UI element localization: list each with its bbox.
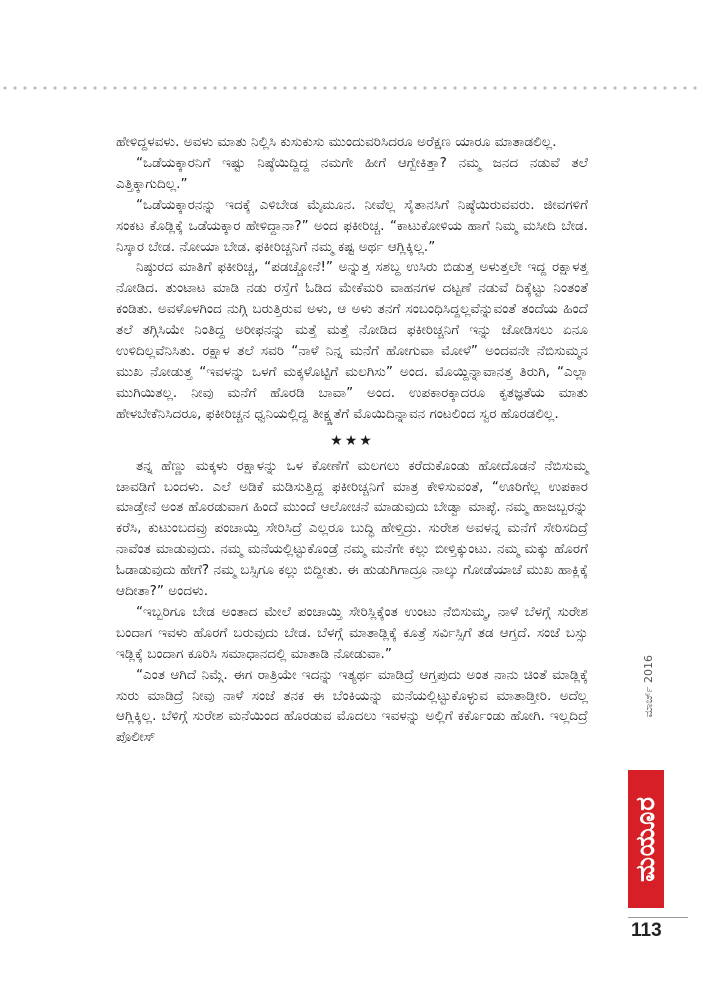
page-number: 113: [631, 920, 662, 941]
paragraph: “ಒಡೆಯಕ್ಕಾರನನ್ನು ಇದಕ್ಕೆ ಎಳಿಬೇಡ ಮೈಮೂನ. ನೀವೆಲ್ಲ ಸೈತಾನಸಿಗೆ ನಿಷ್ಠೆಯಿರುವವರು. ಜೀವಗಳಿಗೆ ಸಂಕಟ ಕೊಡ್ಲಿಕ್ಕೆ ಒಡೆಯಕ್ಕಾರ ಹೇಳಿದ್ದಾನಾ?” ಅಂದ ಫಕೀರಿಚ್ಚ. “ಕಾಟುಕೋಳಿಯ ಹಾಗೆ ನಿಮ್ಮ ಮಸೀದಿ ಬೇಡ. ನಿಸ್ಕಾರ ಬೇಡ. ನೋಯಾ ಬೇಡ. ಫಕೀರಿಚ್ಚನಿಗೆ ನಮ್ಮ ಕಷ್ಟ ಅರ್ಥ ಆಗ್ಲಿಕ್ಕಿಲ್ಲ.”: [116, 196, 588, 255]
page-number-rule: [628, 917, 688, 918]
issue-date: ಮಾರ್ಚ್ 2016: [642, 655, 655, 718]
top-dotted-border: [0, 84, 703, 92]
magazine-logo-text: ಮಯೂರ: [631, 796, 661, 882]
paragraph: “ಒಡೆಯಕ್ಕಾರನಿಗೆ ಇಷ್ಟು ನಿಷ್ಠೆಯಿದ್ದಿದ್ದ ನಮಗೇ ಹೀಗೆ ಆಗ್ಬೇಕಿತ್ತಾ? ನಮ್ಮ ಜನದ ನಡುವೆ ತಲೆ ಎತ್ತಿಕ್ಕಾಗುದಿಲ್ಲ.”: [116, 154, 588, 192]
paragraph: ತನ್ನ ಹೆಣ್ಣು ಮಕ್ಕಳು ರಕ್ಷಾಳನ್ನು ಒಳ ಕೋಣೆಗೆ ಮಲಗಲು ಕರೆದುಕೊಂಡು ಹೋದೊಡನೆ ನೆಬಿಸುಮ್ಮ ಚಾವಡಿಗೆ ಬಂದಳು. ಎಲೆ ಅಡಿಕೆ ಮಡಿಸುತ್ತಿದ್ದ ಫಕೀರಿಚ್ಚನಿಗೆ ಮಾತ್ರ ಕೇಳಿಸುವಂತೆ, “ಊರಿಗೆಲ್ಲ ಉಪಕಾರ ಮಾಡ್ತೇನೆ ಅಂತ ಹೊರಡುವಾಗ ಹಿಂದೆ ಮುಂದೆ ಆಲೋಚನೆ ಮಾಡುವುದು ಬೇಡ್ವಾ ಮಾಪ್ಳೆ. ನಮ್ಮ ಹಾಜಬ್ಬರನ್ನು ಕರೆಸಿ, ಕುಟುಂಬದವ್ರು ಪಂಚಾಯ್ತಿ ಸೇರಿಸಿದ್ರೆ ಎಲ್ಲರೂ ಬುದ್ಧಿ ಹೇಳ್ತಿದ್ರು. ಸುರೇಶ ಅವಳನ್ನ ಮನೆಗೆ ಸೇರಿಸದಿದ್ರೆ ನಾವೆಂತ ಮಾಡುವುದು. ನಮ್ಮ ಮನೆಯಲ್ಲಿಟ್ಟುಕೊಂಡ್ರೆ ನಮ್ಮ ಮನೆಗೇ ಕಲ್ಲು ಬೀಳ್ತಿಕ್ಕುಂಟು. ನಮ್ಮ ಮಕ್ಕು ಹೊರಗೆ ಓಡಾಡುವುದು ಹೇಗೆ? ನಮ್ಮ ಬಸ್ಸಿಗೂ ಕಲ್ಲು ಬಿದ್ದೀತು. ಈ ಹುಡುಗಿಗಾದ್ರೂ ನಾಲ್ಕು ಗೋಡೆಯಾಚೆ ಮುಖ ಹಾಕ್ಲಿಕ್ಕೆ ಆದೀತಾ?” ಅಂದಳು.: [116, 457, 588, 600]
paragraph: ನಿಷ್ಠುರದ ಮಾತಿಗೆ ಫಕೀರಿಚ್ಚ, “ಪಡಚ್ಚೋನೆ!” ಅನ್ನುತ್ತ ಸಶಬ್ದ ಉಸಿರು ಬಿಡುತ್ತ ಅಳುತ್ತಲೇ ಇದ್ದ ರಕ್ಷಾಳತ್ತ ನೋಡಿದ. ತುಂಟಾಟ ಮಾಡಿ ನಡು ರಸ್ತೆಗೆ ಓಡಿದ ಮೇಕೆಮರಿ ವಾಹನಗಳ ದಟ್ಟಣೆ ನಡುವೆ ದಿಕ್ಕೆಟ್ಟು ನಿಂತಂತೆ ಕಂಡಿತು. ಅವಳೊಳಗಿಂದ ನುಗ್ಗಿ ಬರುತ್ತಿರುವ ಅಳು, ಆ ಅಳು ತನಗೆ ಸಂಬಂಧಿಸಿದ್ದಲ್ಲವೆನ್ನುವಂತೆ ತಂದೆಯ ಹಿಂದೆ ತಲೆ ತಗ್ಗಿಸಿಯೇ ನಿಂತಿದ್ದ ಅರೀಫನನ್ನು ಮತ್ತೆ ಮತ್ತೆ ನೋಡಿದ ಫಕೀರಿಚ್ಚನಿಗೆ ಇನ್ನು ಜೋಡಿಸಲು ಏನೂ ಉಳಿದಿಲ್ಲವೆನಿಸಿತು. ರಕ್ಷಾಳ ತಲೆ ಸವರಿ “ನಾಳೆ ನಿನ್ನ ಮನೆಗೆ ಹೋಗುವಾ ಮೋಳೆ” ಅಂದವನೇ ನೆಬಿಸುಮ್ಮನ ಮುಖ ನೋಡುತ್ತ “ಇವಳನ್ನು ಒಳಗೆ ಮಕ್ಕಳೊಟ್ಟಿಗೆ ಮಲಗಿಸು” ಅಂದ. ಮೊಯ್ದಿನ್ನಾವಾನತ್ತ ತಿರುಗಿ, “ಎಲ್ಲಾ ಮುಗಿಯಿತಲ್ಲ. ನೀವು ಮನೆಗೆ ಹೊರಡಿ ಬಾವಾ” ಅಂದ. ಉಪಕಾರಕ್ಕಾದರೂ ಕೃತಜ್ಞತೆಯ ಮಾತು ಹೇಳಬೇಕೆನಿಸಿದರೂ, ಫಕೀರಿಚ್ಚನ ಧ್ವನಿಯಲ್ಲಿದ್ದ ತೀಕ್ಷ್ಣತೆಗೆ ಮೊಯಿದಿನ್ನಾವನ ಗಂಟಲಿಂದ ಸ್ವರ ಹೊರಡಲಿಲ್ಲ.: [116, 259, 588, 422]
paragraph: “ಇಬ್ಬರಿಗೂ ಬೇಡ ಅಂತಾದ ಮೇಲೆ ಪಂಚಾಯ್ತಿ ಸೇರಿಸ್ಲಿಕ್ಕೆಂತ ಉಂಟು ನೆಬಿಸುಮ್ಮ, ನಾಳೆ ಬೆಳಗ್ಗೆ ಸುರೇಶ ಬಂದಾಗ ಇವಳು ಹೊರಗೆ ಬರುವುದು ಬೇಡ. ಬೆಳಗ್ಗೆ ಮಾತಾಡ್ಲಿಕ್ಕೆ ಕೂತ್ರೆ ಸರ್ವಿಸ್ಸಿಗೆ ತಡ ಆಗ್ತದೆ. ಸಂಜೆ ಬಸ್ಸು ಇಡ್ಲಿಕ್ಕೆ ಬಂದಾಗ ಕೂರಿಸಿ ಸಮಾಧಾನದಲ್ಲಿ ಮಾತಾಡಿ ನೋಡುವಾ.”: [116, 603, 588, 662]
article-body: [116, 132, 588, 748]
paragraph: ಹೇಳಿದ್ದಳವಳು. ಅವಳು ಮಾತು ನಿಲ್ಲಿಸಿ ಕುಸುಕುಸು ಮುಂದುವರಿಸಿದರೂ ಅರೆಕ್ಷಣ ಯಾರೂ ಮಾತಾಡಲಿಲ್ಲ.: [116, 134, 557, 150]
paragraph: “ಎಂತ ಆಗಿದೆ ನಿಮ್ಗೆ. ಈಗ ರಾತ್ರಿಯೇ ಇದನ್ನು ಇತ್ಯರ್ಥ ಮಾಡಿದ್ರೆ ಆಗ್ತಪುದು ಅಂತ ನಾನು ಚಿಂತೆ ಮಾಡ್ಲಿಕ್ಕೆ ಸುರು ಮಾಡಿದ್ರೆ ನೀವು ನಾಳೆ ಸಂಜೆ ತನಕ ಈ ಬೆಂಕಿಯನ್ನು ಮನೆಯಲ್ಲಿಟ್ಟುಕೊಳ್ಳುವ ಮಾತಾಡ್ತೀರಿ. ಅದೆಲ್ಲ ಆಗ್ಲಿಕ್ಕಿಲ್ಲ. ಬೆಳಿಗ್ಗೆ ಸುರೇಶ ಮನೆಯಿಂದ ಹೊರಡುವ ಮೊದಲು ಇವಳನ್ನು ಅಲ್ಲಿಗೆ ಕರ್ಕೊಂಡು ಹೋಗಿ. ಇಲ್ಲದಿದ್ರೆ ಪೊಲೀಸ್: [116, 666, 588, 746]
section-separator: ★★★: [330, 432, 374, 449]
magazine-masthead: [628, 770, 664, 908]
